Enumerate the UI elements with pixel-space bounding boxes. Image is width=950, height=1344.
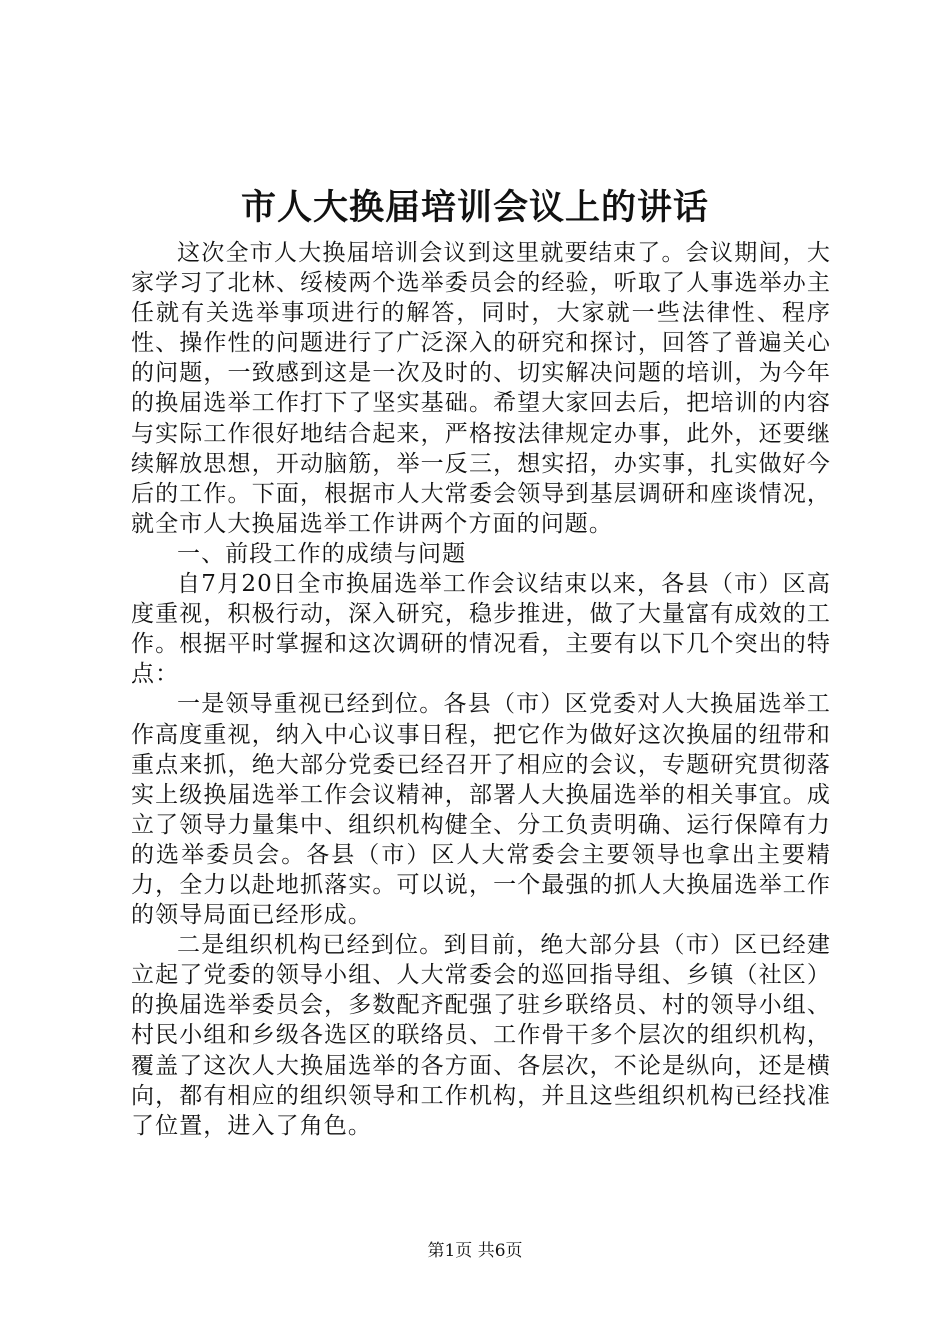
paragraph-intro: 这次全市人大换届培训会议到这里就要结束了。会议期间，大家学习了北林、绥棱两个选举委员会的经验，听取了人事选举办主任就有关选举事项进行的解答，同时，大家就一些法律性、程序性、操作性的问题进行了广泛深入的研究和探讨，回答了普遍关心的问题，一致感到这是一次及时的、切实解决问题的培训，为今年的换届选举工作打下了坚实基础。希望大家回去后，把培训的内容与实际工作很好地结合起来，严格按法律规定办事，此外，还要继续解放思想，开动脑筋，举一反三，想实招，办实事，扎实做好今后的工作。下面，根据市人大常委会领导到基层调研和座谈情况，就全市人大换届选举工作讲两个方面的问题。	[131, 240, 831, 537]
paragraph-point-two: 二是组织机构已经到位。到目前，绝大部分县（市）区已经建立起了党委的领导小组、人大常委会的巡回指导组、乡镇（社区）的换届选举委员会，多数配齐配强了驻乡联络员、村的领导小组、村民小组和乡级各选区的联络员、工作骨干多个层次的组织机构，覆盖了这次人大换届选举的各方面、各层次，不论是纵向，还是横向，都有相应的组织领导和工作机构，并且这些组织机构已经找准了位置，进入了角色。	[131, 932, 831, 1139]
paragraph-overview: 自7月20日全市换届选举工作会议结束以来，各县（市）区高度重视，积极行动，深入研究，稳步推进，做了大量富有成效的工作。根据平时掌握和这次调研的情况看，主要有以下几个突出的特点：	[131, 571, 831, 688]
section-heading: 一、前段工作的成绩与问题	[177, 540, 467, 567]
page-footer: 第1页 共6页	[427, 1241, 523, 1261]
document-body	[131, 238, 831, 1141]
paragraph-point-one: 一是领导重视已经到位。各县（市）区党委对人大换届选举工作高度重视，纳入中心议事日程，把它作为做好这次换届的纽带和重点来抓，绝大部分党委已经召开了相应的会议，专题研究贯彻落实上级换届选举工作会议精神，部署人大换届选举的相关事宜。成立了领导力量集中、组织机构健全、分工负责明确、运行保障有力的选举委员会。各县（市）区人大常委会主要领导也拿出主要精力，全力以赴地抓落实。可以说，一个最强的抓人大换届选举工作的领导局面已经形成。	[131, 691, 831, 929]
document-title: 市人大换届培训会议上的讲话	[240, 187, 709, 228]
